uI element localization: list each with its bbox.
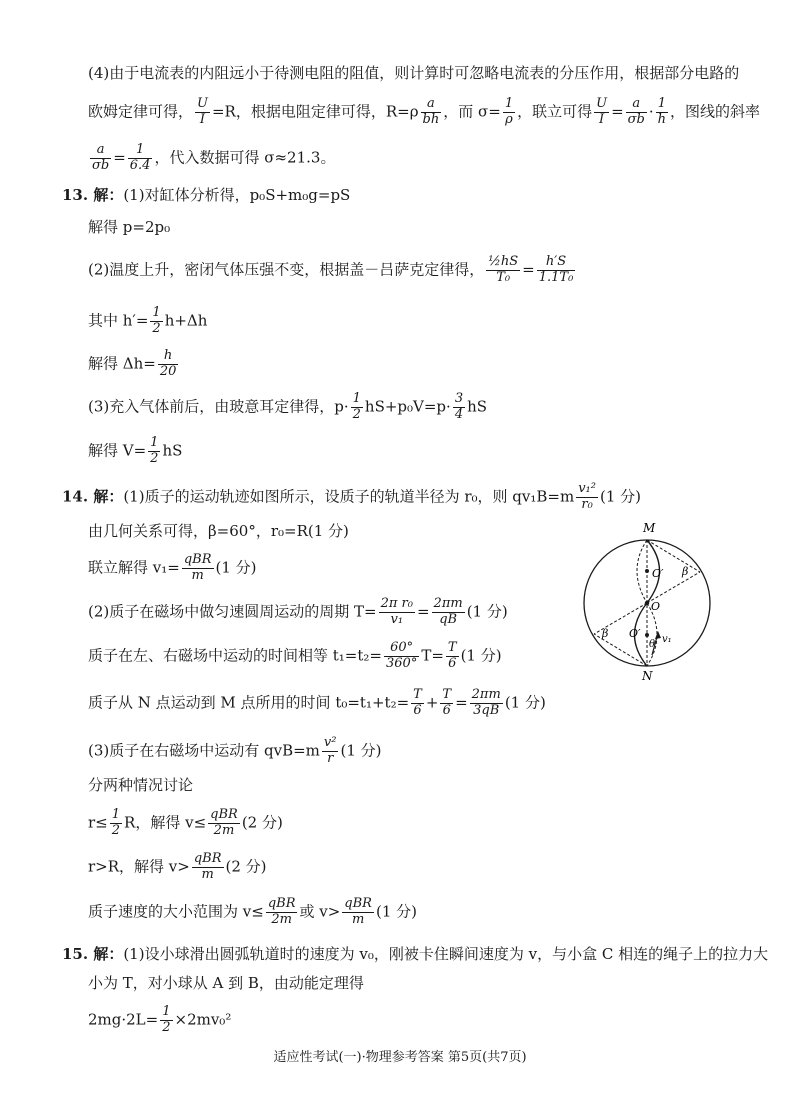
text: ，根据电阻定律可得，R bbox=[235, 102, 398, 121]
fraction-2pim-over-3qb: $\frac{2\pi m}{3qB}$ bbox=[471, 687, 501, 718]
fraction-u-over-i: $\frac{U}{I}$ bbox=[197, 96, 208, 127]
q14-line-6: 质子从 N 点运动到 M 点所用的时间 t₀=t₁+t₂= $\frac{T}{6}$ + $\frac{T}{6}$ = $\frac{2\pi m}{3qB}$ (1 分) bbox=[88, 687, 546, 718]
fraction-2pi-r0-over-v1: $\frac{\text{2π r₀}}{\text{v₁}}$ bbox=[380, 596, 413, 627]
q15-line-3: 2mg·2L= $\frac{1}{2}$ ×2mv₀² bbox=[88, 1004, 232, 1035]
label-beta-lower: β bbox=[602, 627, 609, 640]
fraction-1-over-h: $\frac{1}{h}$ bbox=[657, 96, 667, 127]
text: = bbox=[611, 102, 624, 121]
q14-line-8: 分两种情况讨论 bbox=[88, 776, 194, 794]
fraction-half-5: $\frac{1}{2}$ bbox=[162, 1004, 171, 1035]
q13-line-5: 解得 Δh= $\frac{h}{20}$ bbox=[88, 348, 177, 379]
q14-line-9: r≤ $\frac{1}{2}$ R，解得 v≤ $\frac{\text{qBR}}{2m}$ (2 分) bbox=[88, 807, 283, 838]
fraction-a-over-bh: $\frac{a}{bh}$ bbox=[422, 96, 440, 127]
text: ，而 σ= bbox=[443, 102, 501, 121]
text: 欧姆定律可得， bbox=[88, 102, 194, 121]
fraction-slope: $\frac{a}{\sigma b}$ bbox=[92, 142, 110, 173]
fraction-half: $\frac{1}{2}$ bbox=[152, 305, 161, 336]
fraction-qbr-over-m: $\frac{\text{qBR}}{m}$ bbox=[183, 552, 212, 583]
text: =ρ bbox=[397, 102, 419, 121]
velocity-arrowhead bbox=[655, 631, 661, 639]
fraction-a-over-sigma-b: $\frac{a}{\sigma b}$ bbox=[627, 96, 645, 127]
q14-line-3: 联立解得 v₁= $\frac{\text{qBR}}{m}$ (1 分) bbox=[88, 552, 257, 583]
question-number: 15. 解： bbox=[62, 945, 124, 963]
q13-line-4: 其中 h′= $\frac{1}{2}$ h+Δh bbox=[88, 305, 208, 336]
proton-trajectory-diagram bbox=[572, 515, 722, 685]
text: ，联立可得 bbox=[517, 102, 593, 121]
q14-line-10: r>R，解得 v> $\frac{\text{qBR}}{m}$ (2 分) bbox=[88, 851, 267, 882]
q15-line-2: 小为 T，对小球从 A 到 B，由动能定理得 bbox=[88, 974, 364, 992]
fraction-qbr-over-2m-2: $\frac{\text{qBR}}{2m}$ bbox=[267, 896, 296, 927]
q14-line-2: 由几何关系可得，β=60°，r₀=R(1 分) bbox=[88, 522, 349, 540]
q12-line-1: (4)由于电流表的内阻远小于待测电阻的阻值，则计算时可忽略电流表的分压作用，根据部分电路的 bbox=[88, 64, 740, 82]
question-number: 13. 解： bbox=[62, 186, 124, 204]
fraction-half-2: $\frac{1}{2}$ bbox=[352, 391, 361, 422]
fraction-1-over-6-4: $\frac{1}{6.4}$ bbox=[129, 142, 151, 173]
center-o-prime-upper bbox=[645, 569, 649, 573]
fraction-60-over-360: $\frac{60^\circ}{360^\circ}$ bbox=[386, 640, 418, 671]
label-beta-upper: β bbox=[682, 565, 689, 578]
fraction-qbr-over-m-2: $\frac{\text{qBR}}{m}$ bbox=[193, 851, 222, 882]
question-number: 14. 解： bbox=[62, 487, 124, 506]
label-theta: θ bbox=[649, 639, 656, 650]
q12-line-3: $\frac{a}{\sigma b}$ = $\frac{1}{6.4}$ ，代入数据可得 σ≈21.3。 bbox=[92, 142, 336, 173]
label-o: O bbox=[651, 600, 661, 613]
text: ，图线的斜率 bbox=[670, 102, 761, 121]
q14-line-7: (3)质子在右磁场中运动有 qvB=m $\frac{\text{v²}}{r}$ (1 分) bbox=[88, 735, 382, 766]
q13-line-7: 解得 V= $\frac{1}{2}$ hS bbox=[88, 435, 183, 466]
label-m: M bbox=[643, 521, 656, 535]
q14-line-5: 质子在左、右磁场中运动的时间相等 t₁=t₂= $\frac{60^\circ}{360^\circ}$ T= $\frac{T}{6}$ (1 分) bbox=[88, 640, 502, 671]
q15-line-1: 15. 解：(1)设小球滑出圆弧轨道时的速度为 v₀，刚被卡住瞬间速度为 v，与小盒 C 相连的绳子上的拉力大 bbox=[62, 945, 769, 963]
q14-line-11: 质子速度的大小范围为 v≤ $\frac{\text{qBR}}{2m}$ 或 v> $\frac{\text{qBR}}{m}$ (1 分) bbox=[88, 896, 417, 927]
q14-line-4: (2)质子在磁场中做匀速圆周运动的周期 T= $\frac{\text{2π r₀}}{\text{v₁}}$ = $\frac{2\pi m}{qB}$ (1 分) bbox=[88, 596, 508, 627]
fraction-half-3: $\frac{1}{2}$ bbox=[150, 435, 159, 466]
fraction-u-over-i-2: $\frac{U}{I}$ bbox=[596, 96, 608, 127]
fraction-hs-over-t0: $\frac{\text{½hS}}{\text{T₀}}$ bbox=[488, 254, 519, 285]
fraction-t-over-6-b: $\frac{T}{6}$ bbox=[442, 687, 452, 718]
fraction-v1sq-over-r0: $\frac{\text{v₁²}}{\text{r₀}}$ bbox=[578, 481, 596, 512]
fraction-2pim-over-qb: $\frac{2\pi m}{qB}$ bbox=[433, 596, 463, 627]
q13-line-2: 解得 p=2p₀ bbox=[88, 218, 171, 236]
q13-line-1: 13. 解：(1)对缸体分析得，p₀S+m₀g=pS bbox=[62, 186, 351, 204]
fraction-half-4: $\frac{1}{2}$ bbox=[111, 807, 121, 838]
q13-line-6: (3)充入气体前后，由玻意耳定律得，p· $\frac{1}{2}$ hS+p₀V=p· $\frac{3}{4}$ hS bbox=[88, 391, 488, 422]
label-v1: v₁ bbox=[662, 634, 672, 645]
q13-line-3: (2)温度上升，密闭气体压强不变，根据盖－吕萨克定律得， $\frac{\text{½hS}}{\text{T₀}}$ = $\frac{h'S}{\text{1.1T₀}}$ bbox=[88, 254, 574, 285]
fraction-hs-over-1-1t0: $\frac{h'S}{\text{1.1T₀}}$ bbox=[538, 254, 574, 285]
q12-line-2 bbox=[88, 97, 760, 128]
label-o-prime-upper: O′ bbox=[652, 567, 664, 580]
text: · bbox=[648, 102, 654, 121]
fraction-t-over-6: $\frac{T}{6}$ bbox=[447, 640, 457, 671]
fraction-t-over-6-a: $\frac{T}{6}$ bbox=[413, 687, 422, 718]
fraction-qbr-over-2m: $\frac{\text{qBR}}{2m}$ bbox=[210, 807, 238, 838]
fraction-h-over-20: $\frac{h}{20}$ bbox=[159, 348, 177, 379]
fraction-vsq-over-r: $\frac{\text{v²}}{r}$ bbox=[323, 735, 337, 766]
label-o-prime-lower: O′ bbox=[629, 627, 641, 640]
label-n: N bbox=[642, 669, 653, 683]
center-o bbox=[645, 601, 649, 605]
fraction-1-over-rho: $\frac{1}{\rho}$ bbox=[504, 96, 514, 127]
page-footer: 适应性考试(一)·物理参考答案 第5页(共7页) bbox=[273, 1050, 527, 1065]
center-o-prime-lower bbox=[645, 633, 649, 637]
q14-line-1: 14. 解：(1)质子的运动轨迹如图所示，设质子的轨道半径为 r₀，则 qv₁B=m $\frac{\text{v₁²}}{\text{r₀}}$ (1 分) bbox=[62, 481, 642, 512]
fraction-qbr-over-m-3: $\frac{\text{qBR}}{m}$ bbox=[344, 896, 372, 927]
text: =R bbox=[211, 102, 236, 121]
fraction-3-4: $\frac{3}{4}$ bbox=[454, 391, 464, 422]
